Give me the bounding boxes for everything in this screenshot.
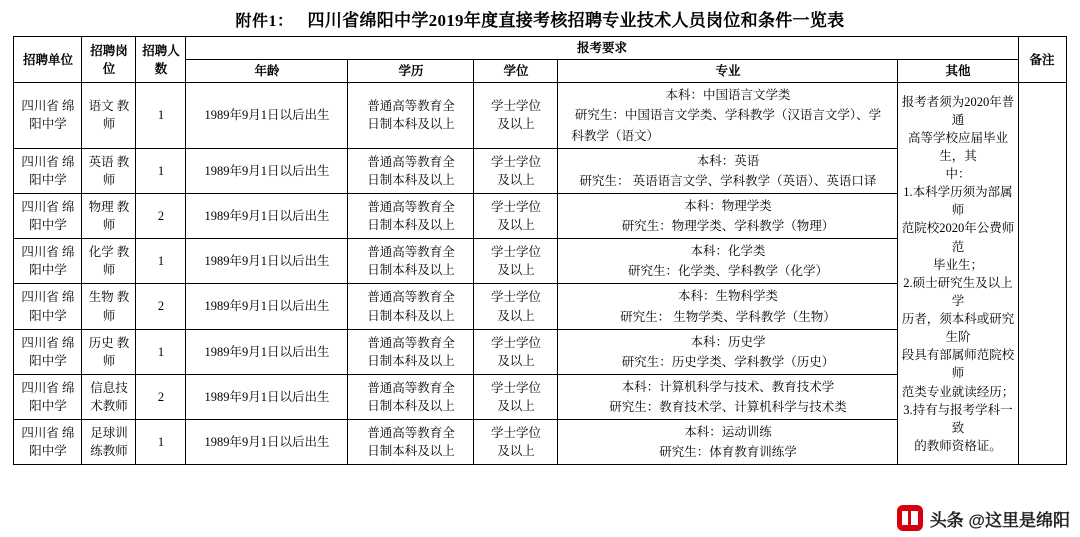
unit-line-1: 四川省 bbox=[21, 335, 59, 350]
cell-number: 1 bbox=[136, 148, 186, 193]
deg-line-1: 学士学位 bbox=[490, 380, 541, 395]
edu-line-1: 普通高等教育全 bbox=[367, 199, 455, 214]
cell-number: 1 bbox=[136, 83, 186, 148]
title-main: 四川省绵阳中学2019年度直接考核招聘专业技术人员岗位和条件一览表 bbox=[307, 11, 845, 30]
edu-line-1: 普通高等教育全 bbox=[367, 245, 455, 260]
other-line: 范类专业就读经历； bbox=[901, 384, 1015, 399]
cell-degree bbox=[474, 193, 558, 238]
edu-line-2: 日制本科及以上 bbox=[367, 399, 455, 413]
post-line-1: 英语 bbox=[88, 154, 114, 169]
toutiao-logo-icon bbox=[897, 505, 923, 531]
other-line: 毕业生； bbox=[932, 257, 983, 272]
deg-line-2: 及以上 bbox=[497, 353, 535, 368]
table-body bbox=[14, 83, 1066, 465]
cell-major bbox=[558, 239, 898, 284]
header-post: 招聘岗位 bbox=[82, 37, 136, 83]
cell-unit bbox=[14, 193, 82, 238]
cell-number: 2 bbox=[136, 374, 186, 419]
unit-line-2: 绵阳中学 bbox=[29, 335, 75, 368]
cell-post bbox=[82, 374, 136, 419]
other-line: 的教师资格证。 bbox=[914, 438, 1002, 453]
major-line: 研究生：教育技术学、计算机科学与技术类 bbox=[609, 400, 847, 414]
header-unit: 招聘单位 bbox=[14, 37, 82, 83]
major-line: 研究生：化学类、学科教学（化学） bbox=[627, 264, 828, 279]
major-line: 本科：中国语言文学类 bbox=[665, 88, 791, 103]
major-line: 研究生：物理学类、学科教学（物理） bbox=[621, 219, 835, 233]
deg-line-2: 及以上 bbox=[497, 308, 535, 323]
unit-line-1: 四川省 bbox=[21, 290, 59, 305]
major-line: 研究生：历史学类、学科教学（历史） bbox=[621, 354, 835, 369]
deg-line-2: 及以上 bbox=[497, 263, 535, 278]
major-line: 本科：英语 bbox=[696, 153, 760, 168]
cell-education bbox=[348, 374, 474, 419]
deg-line-2: 及以上 bbox=[497, 444, 535, 459]
edu-line-2: 日制本科及以上 bbox=[367, 218, 455, 232]
cell-education bbox=[348, 193, 474, 238]
header-age: 年龄 bbox=[186, 60, 348, 83]
cell-education bbox=[348, 83, 474, 148]
other-line: 1.本科学历须为部属师 bbox=[903, 185, 1013, 218]
deg-line-2: 及以上 bbox=[497, 172, 535, 187]
recruitment-table bbox=[13, 36, 1066, 465]
major-line: 本科：历史学 bbox=[690, 334, 766, 349]
unit-line-2: 绵阳中学 bbox=[29, 426, 75, 459]
edu-line-1: 普通高等教育全 bbox=[367, 99, 455, 114]
major-line: 研究生： 英语语言文学、学科教学（英语）、英语口译 bbox=[579, 173, 877, 188]
cell-unit bbox=[14, 239, 82, 284]
post-line-2: 教师 bbox=[102, 199, 130, 232]
other-line: 报考者须为2020年普通 bbox=[901, 94, 1015, 127]
other-line: 2.硕士研究生及以上学 bbox=[903, 275, 1013, 308]
cell-degree bbox=[474, 148, 558, 193]
deg-line-1: 学士学位 bbox=[490, 245, 541, 260]
post-line-2: 术教师 bbox=[90, 399, 128, 413]
post-line-2: 教师 bbox=[102, 335, 130, 368]
post-line-2: 教师 bbox=[102, 245, 130, 278]
deg-line-2: 及以上 bbox=[497, 117, 535, 132]
table-row bbox=[14, 83, 1066, 148]
cell-post bbox=[82, 83, 136, 148]
cell-post bbox=[82, 239, 136, 284]
post-line-1: 历史 bbox=[88, 335, 114, 350]
header-other: 其他 bbox=[898, 60, 1018, 83]
cell-degree bbox=[474, 239, 558, 284]
cell-degree bbox=[474, 329, 558, 374]
unit-line-2: 绵阳中学 bbox=[29, 380, 75, 413]
edu-line-2: 日制本科及以上 bbox=[367, 117, 455, 132]
table-header-row-1 bbox=[14, 37, 1066, 60]
watermark-text: 头条 @这里是绵阳 bbox=[929, 510, 1070, 530]
cell-age: 1989年9月1日以后出生 bbox=[186, 329, 348, 374]
major-line: 本科：计算机科学与技术、教育技术学 bbox=[621, 379, 835, 394]
post-line-1: 物理 bbox=[88, 199, 114, 214]
cell-post bbox=[82, 329, 136, 374]
cell-major bbox=[558, 193, 898, 238]
unit-line-1: 四川省 bbox=[21, 426, 59, 441]
edu-line-2: 日制本科及以上 bbox=[367, 353, 455, 368]
major-line: 本科：物理学类 bbox=[684, 198, 772, 213]
cell-age: 1989年9月1日以后出生 bbox=[186, 83, 348, 148]
post-line-1: 语文 bbox=[88, 99, 114, 114]
deg-line-1: 学士学位 bbox=[490, 199, 541, 214]
cell-unit bbox=[14, 374, 82, 419]
cell-post bbox=[82, 193, 136, 238]
edu-line-2: 日制本科及以上 bbox=[367, 308, 455, 323]
cell-note bbox=[1018, 83, 1066, 465]
edu-line-1: 普通高等教育全 bbox=[367, 154, 455, 169]
cell-education bbox=[348, 284, 474, 329]
edu-line-2: 日制本科及以上 bbox=[367, 444, 455, 459]
cell-age: 1989年9月1日以后出生 bbox=[186, 193, 348, 238]
cell-major bbox=[558, 420, 898, 465]
other-line: 中： bbox=[945, 167, 971, 182]
post-line-2: 教师 bbox=[102, 154, 130, 187]
cell-degree bbox=[474, 420, 558, 465]
major-line: 本科：生物科学类 bbox=[677, 289, 778, 304]
post-line-1: 信息技 bbox=[90, 380, 128, 395]
major-line: 本科：化学类 bbox=[690, 244, 766, 259]
unit-line-1: 四川省 bbox=[21, 154, 59, 169]
cell-education bbox=[348, 329, 474, 374]
major-line: 本科：运动训练 bbox=[684, 425, 772, 440]
post-line-1: 化学 bbox=[88, 245, 114, 260]
edu-line-2: 日制本科及以上 bbox=[367, 172, 455, 187]
cell-education bbox=[348, 148, 474, 193]
other-line: 段具有部属师范院校师 bbox=[901, 348, 1015, 381]
post-line-2: 练教师 bbox=[90, 444, 128, 459]
header-education: 学历 bbox=[348, 60, 474, 83]
unit-line-2: 绵阳中学 bbox=[29, 199, 75, 232]
other-line: 范院校2020年公费师范 bbox=[901, 221, 1015, 254]
major-line: 研究生：中国语言文学类、学科教学（汉语言文学）、学 bbox=[574, 108, 882, 123]
unit-line-2: 绵阳中学 bbox=[29, 290, 75, 323]
deg-line-1: 学士学位 bbox=[490, 99, 541, 114]
unit-line-2: 绵阳中学 bbox=[29, 245, 75, 278]
other-line: 高等学校应届毕业生，其 bbox=[907, 130, 1008, 163]
cell-unit bbox=[14, 83, 82, 148]
cell-number: 1 bbox=[136, 420, 186, 465]
cell-number: 1 bbox=[136, 239, 186, 284]
cell-age: 1989年9月1日以后出生 bbox=[186, 284, 348, 329]
watermark bbox=[897, 505, 1070, 531]
unit-line-2: 绵阳中学 bbox=[29, 154, 75, 187]
edu-line-1: 普通高等教育全 bbox=[367, 380, 455, 395]
other-line: 3.持有与报考学科一致 bbox=[903, 402, 1013, 435]
cell-other-requirements bbox=[898, 83, 1018, 465]
other-line: 历者，须本科或研究生阶 bbox=[901, 312, 1015, 345]
cell-major bbox=[558, 83, 898, 148]
cell-age: 1989年9月1日以后出生 bbox=[186, 239, 348, 284]
edu-line-1: 普通高等教育全 bbox=[367, 335, 455, 350]
deg-line-1: 学士学位 bbox=[490, 426, 541, 441]
cell-post bbox=[82, 148, 136, 193]
cell-major bbox=[558, 148, 898, 193]
edu-line-1: 普通高等教育全 bbox=[367, 290, 455, 305]
cell-major bbox=[558, 374, 898, 419]
major-line: 研究生：体育教育训练学 bbox=[659, 445, 797, 460]
cell-major bbox=[558, 284, 898, 329]
header-note: 备注 bbox=[1018, 37, 1066, 83]
cell-number: 2 bbox=[136, 193, 186, 238]
cell-degree bbox=[474, 374, 558, 419]
unit-line-1: 四川省 bbox=[21, 245, 59, 260]
cell-number: 1 bbox=[136, 329, 186, 374]
deg-line-1: 学士学位 bbox=[490, 154, 541, 169]
title-prefix: 附件1： bbox=[235, 13, 294, 30]
cell-education bbox=[348, 239, 474, 284]
edu-line-2: 日制本科及以上 bbox=[367, 263, 455, 278]
header-degree: 学位 bbox=[474, 60, 558, 83]
cell-education bbox=[348, 420, 474, 465]
cell-unit bbox=[14, 329, 82, 374]
cell-age: 1989年9月1日以后出生 bbox=[186, 148, 348, 193]
post-line-1: 生物 bbox=[88, 290, 114, 305]
edu-line-1: 普通高等教育全 bbox=[367, 426, 455, 441]
cell-degree bbox=[474, 83, 558, 148]
cell-number: 2 bbox=[136, 284, 186, 329]
cell-unit bbox=[14, 420, 82, 465]
post-line-2: 教师 bbox=[102, 290, 130, 323]
unit-line-2: 绵阳中学 bbox=[29, 99, 75, 132]
cell-age: 1989年9月1日以后出生 bbox=[186, 420, 348, 465]
header-number: 招聘人数 bbox=[136, 37, 186, 83]
cell-post bbox=[82, 420, 136, 465]
cell-unit bbox=[14, 284, 82, 329]
deg-line-1: 学士学位 bbox=[490, 335, 541, 350]
unit-line-1: 四川省 bbox=[21, 199, 59, 214]
deg-line-1: 学士学位 bbox=[490, 290, 541, 305]
cell-unit bbox=[14, 148, 82, 193]
header-major: 专业 bbox=[558, 60, 898, 83]
deg-line-2: 及以上 bbox=[497, 399, 535, 413]
cell-major bbox=[558, 329, 898, 374]
major-line: 研究生： 生物学类、学科教学（生物） bbox=[620, 309, 836, 324]
unit-line-1: 四川省 bbox=[21, 99, 59, 114]
cell-post bbox=[82, 284, 136, 329]
deg-line-2: 及以上 bbox=[497, 218, 535, 232]
page-title bbox=[0, 0, 1080, 36]
post-line-2: 教师 bbox=[102, 99, 130, 132]
unit-line-1: 四川省 bbox=[21, 380, 59, 395]
major-line: 科教学（语文） bbox=[571, 128, 659, 143]
header-requirements: 报考要求 bbox=[186, 37, 1018, 60]
cell-age: 1989年9月1日以后出生 bbox=[186, 374, 348, 419]
post-line-1: 足球训 bbox=[90, 426, 128, 441]
cell-degree bbox=[474, 284, 558, 329]
